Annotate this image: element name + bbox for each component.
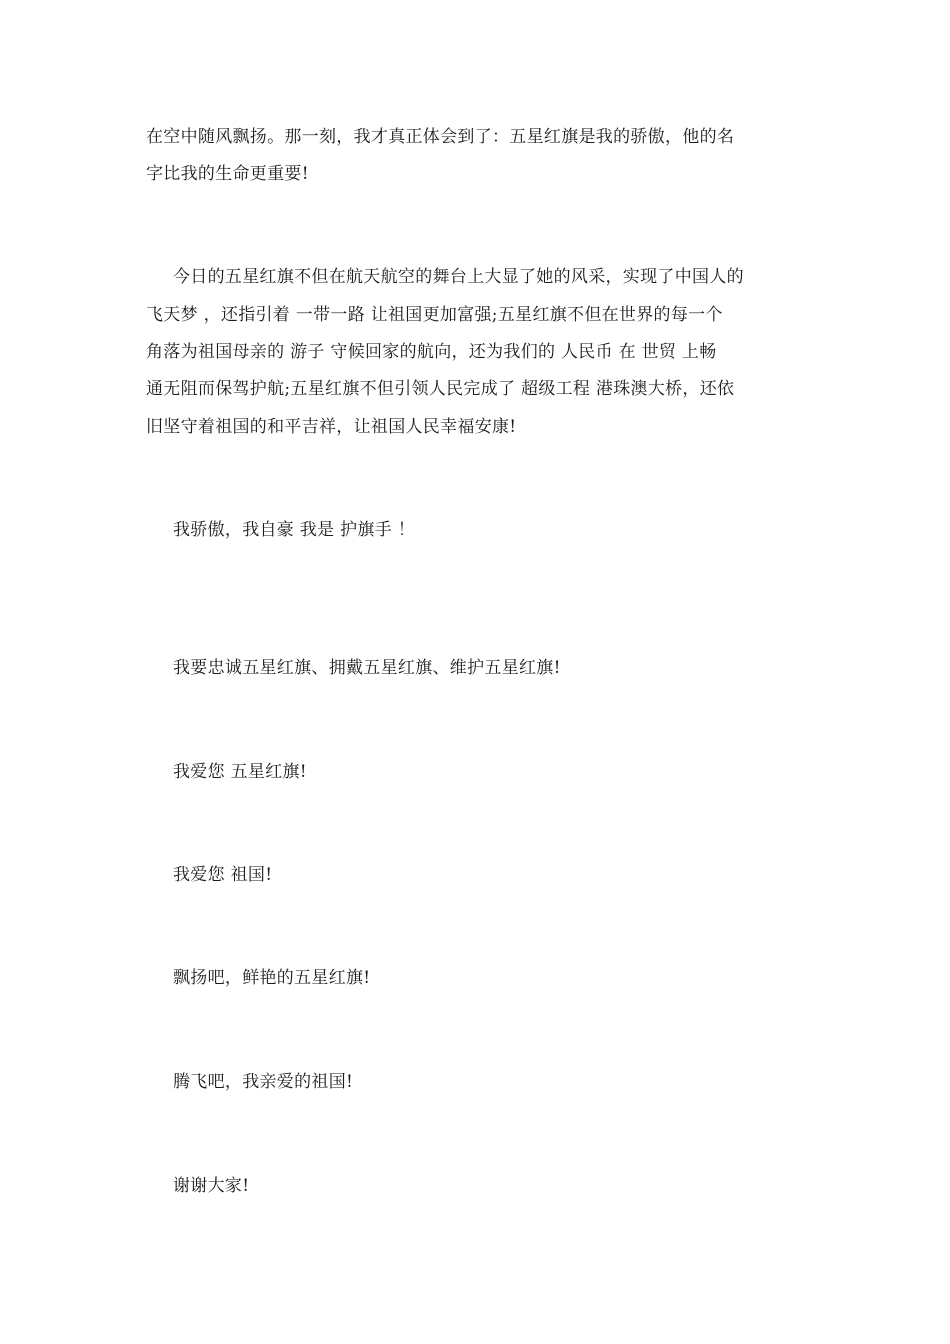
paragraph-1-line-1: 在空中随风飘扬。那一刻，我才真正体会到了：五星红旗是我的骄傲，他的名	[146, 127, 735, 147]
paragraph-1-line-2: 字比我的生命更重要!	[146, 164, 309, 184]
paragraph-5: 我爱您 五星红旗!	[173, 762, 307, 782]
paragraph-2-line-5: 旧坚守着祖国的和平吉祥，让祖国人民幸福安康!	[146, 417, 517, 437]
paragraph-7: 飘扬吧，鲜艳的五星红旗!	[173, 968, 371, 988]
paragraph-3: 我骄傲，我自豪 我是 护旗手 ！	[173, 520, 416, 540]
paragraph-2-line-1: 今日的五星红旗不但在航天航空的舞台上大显了她的风采，实现了中国人的	[173, 267, 744, 287]
paragraph-2-line-3: 角落为祖国母亲的 游子 守候回家的航向，还为我们的 人民币 在 世贸 上畅	[146, 342, 717, 362]
paragraph-6: 我爱您 祖国!	[173, 865, 273, 885]
paragraph-2-line-4: 通无阻而保驾护航;五星红旗不但引领人民完成了 超级工程 港珠澳大桥，还依	[146, 379, 735, 399]
paragraph-2-line-2: 飞天梦 ，还指引着 一带一路 让祖国更加富强;五星红旗不但在世界的每一个	[146, 305, 723, 325]
paragraph-9: 谢谢大家!	[173, 1176, 250, 1196]
paragraph-8: 腾飞吧，我亲爱的祖国!	[173, 1072, 354, 1092]
paragraph-4: 我要忠诚五星红旗、拥戴五星红旗、维护五星红旗!	[173, 658, 561, 678]
